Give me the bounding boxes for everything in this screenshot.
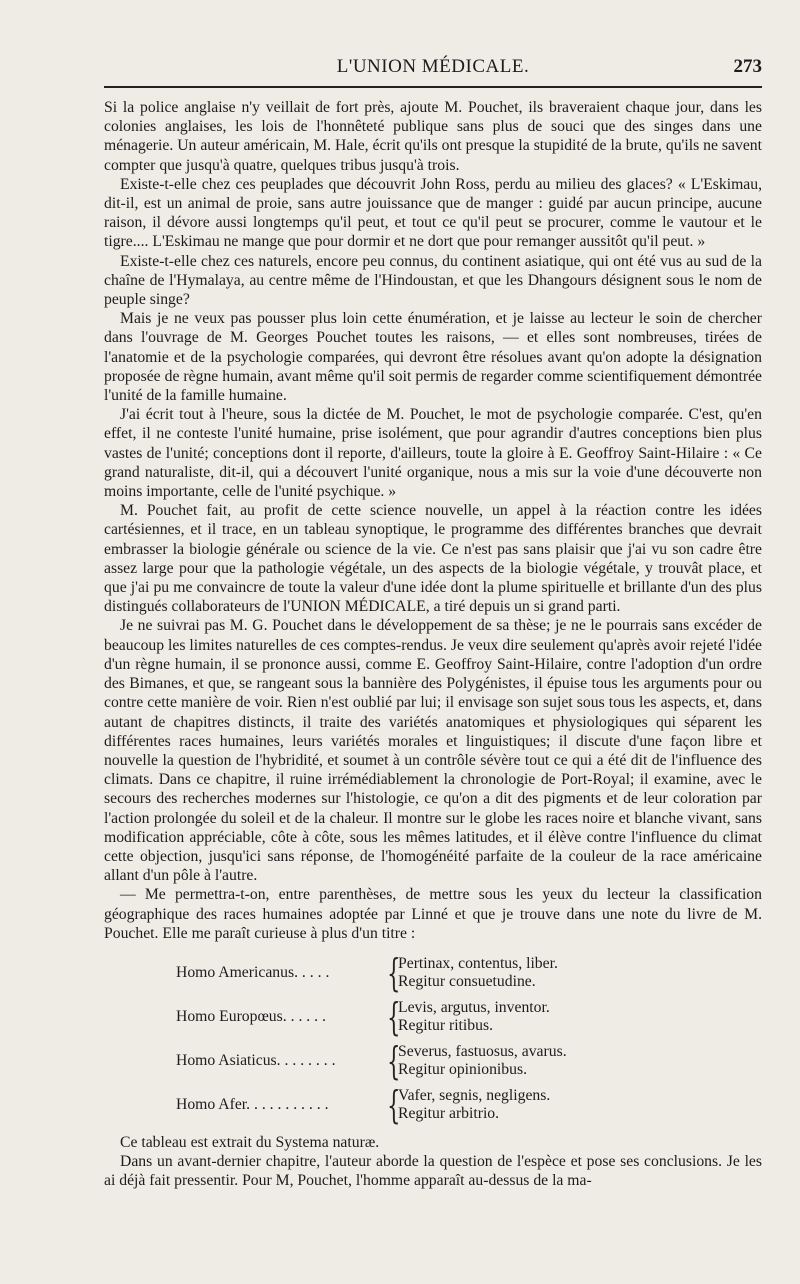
paragraph: J'ai écrit tout à l'heure, sous la dictée de M. Pouchet, le mot de psychologie comparée. C'est, qu'en effet, il ne conteste l'unité humaine, prise isolément, que pour agrandir d'autres conceptions bien plus vastes de l'unité; conceptions dont il reporte, d'ailleurs, toute la gloire à E. Geoffroy Saint-Hilaire : « Ce grand naturaliste, dit-il, qui a découvert l'unité organique, nous a mis sur la voie d'une découverte non moins importante, celle de l'unité psychique. » <box>104 406 762 501</box>
classification-row <box>104 951 762 995</box>
brace-icon: { <box>387 1038 401 1083</box>
brace-icon: { <box>387 1082 401 1127</box>
header-rule <box>104 86 762 88</box>
trait-line: Levis, argutus, inventor. <box>398 998 550 1016</box>
trait-line: Severus, fastuosus, avarus. <box>398 1042 567 1060</box>
classification-row <box>104 1083 762 1127</box>
paragraph: Existe-t-elle chez ces peuplades que découvrit John Ross, perdu au milieu des glaces? « L'Eskimau, dit-il, est un animal de proie, sans autre jouissance que de manger : guidé par aucun principe, aucune raison, il dévore aussi longtemps qu'il peut, et tout ce qu'il peut se procurer, comme le vautour et le tigre.... L'Eskimau ne mange que pour dormir et ne dort que pour remanger aussitôt qu'il peut. » <box>104 175 762 251</box>
journal-title: L'UNION MÉDICALE. <box>336 56 530 77</box>
paragraph: Dans un avant-dernier chapitre, l'auteur aborde la question de l'espèce et pose ses conclusions. Je les ai déjà fait pressentir. Pour M, Pouchet, l'homme apparaît au-dessus de la ma- <box>104 1153 762 1190</box>
paragraph: M. Pouchet fait, au profit de cette science nouvelle, un appel à la réaction contre les idées cartésiennes, et il trace, en un tableau synoptique, le programme des différentes branches que devrait embrasser la biologie générale ou science de la vie. Ce n'est pas sans plaisir que j'ai vu son cadre être assez large pour que la pathologie végétale, un des aspects de la biologie végétale, y trouvât place, et que j'ai pu me convaincre de toute la valeur d'une idée dont la plume spirituelle et brillante d'un des plus distingués collaborateurs de l'UNION MÉDICALE, a tiré depuis un si grand parti. <box>104 502 762 616</box>
paragraph: Existe-t-elle chez ces naturels, encore peu connus, du continent asiatique, qui ont été vus au sud de la chaîne de l'Hymalaya, au centre même de l'Hindoustan, et que les Dhangours désignent sous le nom de peuple singe? <box>104 252 762 309</box>
trait-line: Regitur opinionibus. <box>398 1060 527 1078</box>
trait-line: Regitur arbitrio. <box>398 1104 500 1122</box>
running-header <box>104 52 762 82</box>
race-traits <box>398 999 550 1035</box>
paragraph: — Me permettra-t-on, entre parenthèses, de mettre sous les yeux du lecteur la classification géographique des races humaines adoptée par Linné et que je trouve dans une note du livre de M. Pouchet. Elle me paraît curieuse à plus d'un titre : <box>104 886 762 942</box>
race-traits <box>398 1087 550 1123</box>
race-name: Homo Americanus. . . . . <box>176 964 330 982</box>
trait-line: Regitur ritibus. <box>398 1016 493 1034</box>
classification-row <box>104 1039 762 1083</box>
brace-icon: { <box>387 994 401 1039</box>
brace-icon: { <box>387 950 401 995</box>
race-traits <box>398 1043 567 1079</box>
article-body <box>104 98 762 1191</box>
paragraph: Ce tableau est extrait du Systema naturæ. <box>120 1133 380 1151</box>
page-number: 273 <box>733 56 762 77</box>
trait-line: Regitur consuetudine. <box>398 972 536 990</box>
trait-line: Vafer, segnis, negligens. <box>398 1086 551 1104</box>
trait-line: Pertinax, contentus, liber. <box>398 954 558 972</box>
linnaeus-classification-table <box>104 951 762 1127</box>
race-traits <box>398 955 558 991</box>
classification-row <box>104 995 762 1039</box>
race-name: Homo Europœus. . . . . . <box>176 1008 326 1026</box>
race-name: Homo Asiaticus. . . . . . . . <box>176 1052 336 1070</box>
paragraph: Mais je ne veux pas pousser plus loin cette énumération, et je laisse au lecteur le soin de chercher dans l'ouvrage de M. Georges Pouchet toutes les raisons, — et elles sont nombreuses, tirées de l'anatomie et de la psychologie comparées, qui devront être résolues avant qu'on adopte la désignation proposée de règne humain, avant même qu'il soit permis de regarder comme scientifiquement démontrée l'unité de la famille humaine. <box>104 310 762 405</box>
race-name: Homo Afer. . . . . . . . . . . <box>176 1096 329 1114</box>
paragraph: Je ne suivrai pas M. G. Pouchet dans le développement de sa thèse; je ne le pourrais sans excéder de beaucoup les limites naturelles de ces comptes-rendus. Je veux dire seulement qu'après avoir rejeté l'idée d'un règne humain, il se prononce aussi, comme E. Geoffroy Saint-Hilaire, contre l'adoption d'un ordre des Bimanes, et que, se rangeant sous la bannière des Polygénistes, il épuise tous les arguments pour ou contre cette manière de voir. Rien n'est oublié par lui; il envisage son sujet sous tous les aspects, et, dans autant de chapitres distincts, il traite des variétés anatomiques et physiologiques qui séparent les différentes races humaines, leurs variétés morales et linguistiques; il discute d'une façon libre et nouvelle la question de l'hybridité, et soumet à un contrôle sévère tout ce qui a été dit de l'influence des climats. Dans ce chapitre, il ruine irrémédiablement la chronologie de Port-Royal; il examine, avec le secours des recherches modernes sur l'histologie, ce qu'on a dit des pigments et de leur coloration par l'action prolongée du soleil et de la chaleur. Il montre sur le globe les races noire et blanche vivant, sans modification appréciable, côte à côte, sous les mêmes latitudes, et il élève contre l'influence du climat cette objection, jusqu'ici sans réponse, de l'homogénéité parfaite de la couleur de la race américaine allant d'un pôle à l'autre. <box>104 617 762 885</box>
paragraph: Si la police anglaise n'y veillait de fort près, ajoute M. Pouchet, ils braveraient chaque jour, dans les colonies anglaises, les lois de l'honnêteté publique sans plus de souci que des singes dans une ménagerie. Un auteur américain, M. Hale, écrit qu'ils ont presque la stupidité de la brute, qu'ils ne savent compter que jusqu'à quatre, quelques tribus jusqu'à trois. <box>104 99 762 174</box>
